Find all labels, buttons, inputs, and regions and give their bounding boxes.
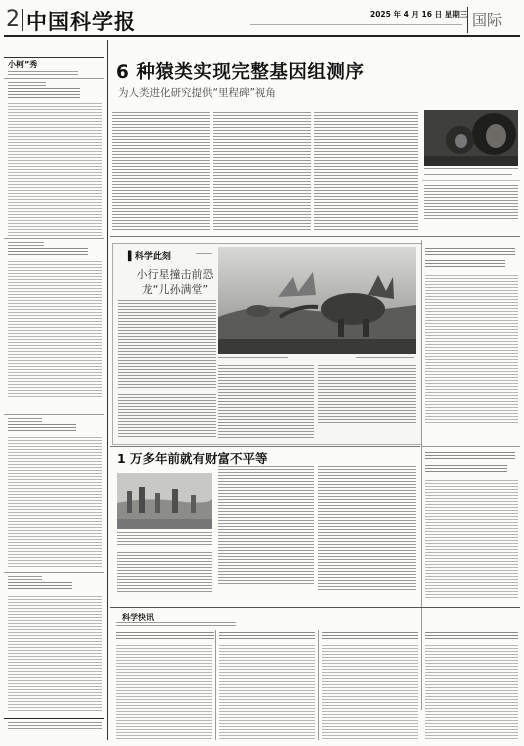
- lead-subhead: 为人类进化研究提供“里程碑”视角: [118, 87, 276, 99]
- archaeology-photo: [117, 473, 212, 529]
- digest-title: 科学快讯: [122, 613, 154, 622]
- sidebar-title: 小柯”秀: [8, 60, 38, 69]
- lead-headline: 6 种猿类实现完整基因组测序: [116, 62, 365, 83]
- section-label: 国际: [472, 11, 503, 29]
- issue-date: 2025 年 4 月 16 日 星期三: [370, 10, 468, 19]
- page-number: 2: [6, 7, 20, 32]
- dinosaur-illustration: [218, 247, 416, 354]
- wealth-headline: 1 万多年前就有财富不平等: [117, 451, 268, 466]
- paper-name: 中国科学报: [26, 9, 136, 34]
- science-now-subtitle: 小行星撞击前恐龙“儿孙满堂”: [136, 268, 214, 296]
- ape-photo: [424, 110, 518, 166]
- science-now-label: ▌科学此刻: [128, 252, 171, 262]
